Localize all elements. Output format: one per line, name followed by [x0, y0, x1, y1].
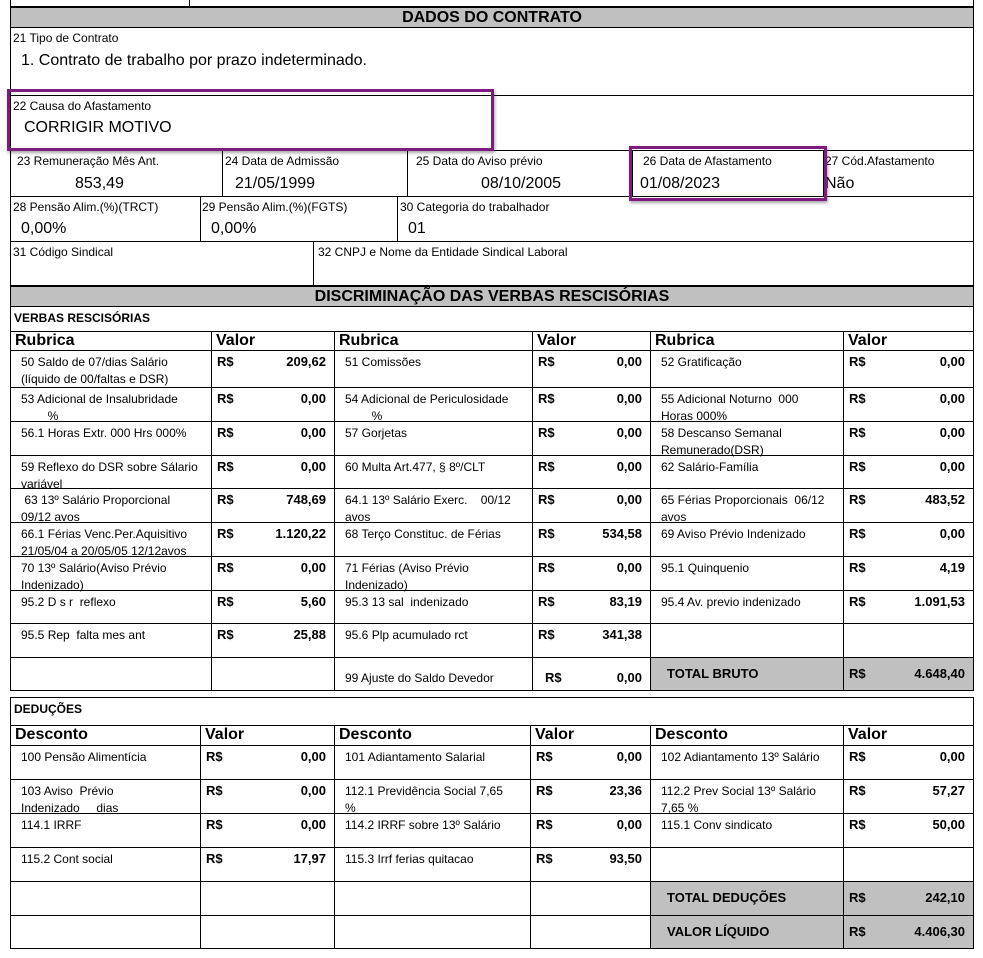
field-27 — [823, 150, 974, 197]
rubrica-label: 58 Descanso Semanal Remunerado(DSR) — [661, 426, 782, 457]
field-24 — [222, 150, 408, 197]
total-value: 4.648,40 — [914, 666, 965, 681]
rubrica-cell — [10, 745, 201, 780]
amount-value: 341,38 — [602, 627, 642, 642]
field-label: 24 Data de Admissão — [225, 154, 340, 168]
amount-value: 483,52 — [925, 492, 965, 507]
column-header-label: Rubrica — [339, 332, 399, 349]
field-label: 23 Remuneração Mês Ant. — [17, 154, 160, 168]
currency-label: R$ — [545, 670, 562, 685]
rubrica-label: 64.1 13º Salário Exerc. 00/12 avos — [345, 493, 511, 524]
rubrica-cell — [10, 556, 212, 591]
currency-label: R$ — [849, 890, 866, 905]
field-value: 1. Contrato de trabalho por prazo indeterminado. — [21, 52, 367, 69]
field-30 — [397, 196, 974, 242]
valor-cell — [530, 915, 651, 949]
verbas-section — [10, 306, 974, 332]
rubrica-cell — [650, 623, 844, 658]
rubrica-cell — [334, 779, 531, 814]
currency-label: R$ — [217, 492, 234, 507]
rubrica-cell — [10, 455, 212, 489]
field-25 — [407, 150, 633, 197]
rubrica-cell — [650, 387, 844, 422]
column-header-label: Valor — [216, 332, 256, 349]
column-header — [334, 331, 533, 351]
rubrica-cell — [334, 350, 533, 388]
valor-cell — [532, 657, 651, 691]
rubrica-cell — [10, 915, 201, 949]
currency-label: R$ — [206, 817, 223, 832]
amount-value: 23,36 — [609, 783, 642, 798]
currency-label: R$ — [538, 391, 555, 406]
rubrica-label: 95.6 Plp acumulado rct — [345, 628, 468, 642]
valor-cell — [843, 421, 974, 456]
rubrica-cell — [334, 488, 533, 523]
valor-cell — [843, 387, 974, 422]
rubrica-cell — [334, 881, 531, 916]
currency-label: R$ — [538, 594, 555, 609]
currency-label: R$ — [849, 560, 866, 575]
rubrica-label: 66.1 Férias Venc.Per.Aquisitivo 21/05/04 a 20/05/05 12/12avos — [21, 527, 188, 558]
valor-cell — [532, 455, 651, 489]
currency-label: R$ — [849, 492, 866, 507]
rubrica-label: 102 Adiantamento 13º Salário — [661, 750, 820, 764]
total-label: TOTAL BRUTO — [667, 666, 759, 681]
amount-value: 0,00 — [939, 391, 965, 406]
rubrica-cell — [10, 847, 201, 882]
valor-cell — [200, 915, 335, 949]
valor-cell — [532, 556, 651, 591]
rubrica-cell — [334, 745, 531, 780]
valor-cell — [211, 387, 335, 422]
column-header-label: Valor — [535, 726, 575, 743]
rubrica-label: 103 Aviso Prévio Indenizado dias — [21, 784, 119, 815]
amount-value: 0,00 — [939, 459, 965, 474]
amount-value: 0,00 — [616, 670, 642, 685]
valor-cell — [200, 813, 335, 848]
section-title-contrato: DADOS DO CONTRATO — [10, 7, 974, 28]
field-32 — [313, 241, 974, 286]
total-value: 4.406,30 — [914, 924, 965, 939]
rubrica-label: 95.3 13 sal indenizado — [345, 595, 469, 609]
rubrica-label: 60 Multa Art.477, § 8º/CLT — [345, 460, 486, 474]
field-value: 21/05/1999 — [235, 175, 316, 192]
currency-label: R$ — [849, 594, 866, 609]
field-value: CORRIGIR MOTIVO — [24, 119, 172, 136]
column-header-label: Rubrica — [15, 332, 75, 349]
rubrica-cell — [650, 556, 844, 591]
currency-label: R$ — [849, 817, 866, 832]
rubrica-label: 100 Pensão Alimentícia — [21, 750, 147, 764]
rubrica-cell — [650, 350, 844, 388]
rubrica-label: 51 Comissões — [345, 355, 422, 369]
currency-label: R$ — [849, 391, 866, 406]
rubrica-label: 50 Saldo de 07/dias Salário (líquido de 00/faltas e DSR) — [21, 355, 169, 386]
rubrica-cell — [650, 813, 844, 848]
column-header-label: Valor — [848, 726, 888, 743]
column-header-label: Rubrica — [655, 332, 715, 349]
rubrica-label: 95.1 Quinquenio — [661, 561, 750, 575]
field-label: 29 Pensão Alim.(%)(FGTS) — [202, 200, 348, 214]
field-label: 22 Causa do Afastamento — [13, 99, 152, 113]
currency-label: R$ — [538, 560, 555, 575]
field-value: 01 — [408, 220, 426, 237]
field-label: 27 Cód.Afastamento — [825, 154, 935, 168]
field-label: 26 Data de Afastamento — [643, 154, 772, 168]
amount-value: 5,60 — [300, 594, 326, 609]
currency-label: R$ — [538, 492, 555, 507]
total-label-cell — [650, 881, 844, 916]
amount-value: 57,27 — [932, 783, 965, 798]
rubrica-label: 115.3 Irrf ferias quitacao — [345, 852, 474, 866]
field-value: 08/10/2005 — [481, 175, 562, 192]
valor-cell — [200, 881, 335, 916]
currency-label: R$ — [849, 425, 866, 440]
rubrica-cell — [650, 779, 844, 814]
rubrica-cell — [10, 387, 212, 422]
valor-cell — [530, 881, 651, 916]
rubrica-cell — [10, 657, 212, 691]
field-label: 28 Pensão Alim.(%)(TRCT) — [13, 200, 159, 214]
rubrica-cell — [650, 590, 844, 624]
currency-label: R$ — [206, 851, 223, 866]
valor-cell — [200, 779, 335, 814]
currency-label: R$ — [849, 459, 866, 474]
column-header-label: Valor — [205, 726, 245, 743]
valor-cell — [532, 522, 651, 557]
valor-cell — [843, 488, 974, 523]
rubrica-label: 55 Adicional Noturno 000 Horas 000% — [661, 392, 799, 423]
highlight-causa-afastamento — [7, 89, 494, 151]
amount-value: 0,00 — [616, 391, 642, 406]
column-header-label: Valor — [537, 332, 577, 349]
valor-cell — [843, 556, 974, 591]
column-header — [530, 725, 651, 746]
field-label: 21 Tipo de Contrato — [13, 31, 119, 45]
currency-label: R$ — [538, 526, 555, 541]
amount-value: 0,00 — [939, 354, 965, 369]
valor-cell — [530, 847, 651, 882]
amount-value: 1.120,22 — [275, 526, 326, 541]
valor-cell — [843, 623, 974, 658]
currency-label: R$ — [217, 354, 234, 369]
valor-cell — [200, 847, 335, 882]
field-value: 01/08/2023 — [640, 175, 721, 192]
valor-cell — [530, 813, 651, 848]
amount-value: 0,00 — [616, 749, 642, 764]
rubrica-cell — [10, 623, 212, 658]
rubrica-cell — [650, 745, 844, 780]
rubrica-label: 95.2 D s r reflexo — [21, 595, 116, 609]
currency-label: R$ — [538, 425, 555, 440]
highlight-data-afastamento — [629, 146, 827, 201]
valor-cell — [211, 421, 335, 456]
valor-cell — [211, 623, 335, 658]
rubrica-cell — [334, 556, 533, 591]
valor-cell — [532, 590, 651, 624]
field-29 — [200, 196, 398, 242]
field-23 — [10, 150, 223, 197]
rubrica-cell — [334, 455, 533, 489]
field-value: 0,00% — [21, 220, 67, 237]
amount-value: 0,00 — [300, 391, 326, 406]
section-label: DEDUÇÕES — [14, 702, 83, 716]
rubrica-cell — [334, 421, 533, 456]
deducoes-section — [10, 697, 974, 726]
currency-label: R$ — [217, 425, 234, 440]
amount-value: 0,00 — [300, 749, 326, 764]
valor-cell — [843, 590, 974, 624]
valor-cell — [211, 556, 335, 591]
column-header — [650, 331, 844, 351]
amount-value: 50,00 — [932, 817, 965, 832]
valor-cell — [200, 745, 335, 780]
currency-label: R$ — [217, 459, 234, 474]
currency-label: R$ — [538, 627, 555, 642]
total-value-cell — [843, 915, 974, 949]
valor-cell — [211, 590, 335, 624]
currency-label: R$ — [849, 749, 866, 764]
rubrica-cell — [10, 488, 212, 523]
currency-label: R$ — [217, 391, 234, 406]
rubrica-label: 68 Terço Constituc. de Férias — [345, 527, 501, 541]
amount-value: 209,62 — [286, 354, 326, 369]
rubrica-cell — [10, 590, 212, 624]
amount-value: 83,19 — [609, 594, 642, 609]
valor-cell — [211, 350, 335, 388]
currency-label: R$ — [217, 627, 234, 642]
column-header — [650, 725, 844, 746]
rubrica-label: 53 Adicional de Insalubridade % — [21, 392, 178, 423]
valor-cell — [843, 813, 974, 848]
column-header — [10, 725, 201, 746]
rubrica-label: 62 Salário-Família — [661, 460, 759, 474]
column-header — [843, 725, 974, 746]
total-label-cell — [650, 915, 844, 949]
rubrica-label: 99 Ajuste do Saldo Devedor — [345, 671, 494, 685]
rubrica-label: 57 Gorjetas — [345, 426, 408, 440]
amount-value: 0,00 — [939, 749, 965, 764]
rubrica-label: 59 Reflexo do DSR sobre Sálario variável — [21, 460, 198, 491]
amount-value: 0,00 — [300, 425, 326, 440]
column-header-label: Desconto — [655, 726, 728, 743]
rubrica-cell — [334, 847, 531, 882]
currency-label: R$ — [536, 851, 553, 866]
currency-label: R$ — [536, 817, 553, 832]
total-label: VALOR LÍQUIDO — [667, 924, 770, 939]
section-label: VERBAS RESCISÓRIAS — [14, 311, 151, 325]
rubrica-label: 115.1 Conv sindicato — [661, 818, 773, 832]
column-header — [10, 331, 212, 351]
valor-cell — [843, 745, 974, 780]
rubrica-label: 115.2 Cont social — [21, 852, 113, 866]
field-label: 31 Código Sindical — [13, 245, 114, 259]
amount-value: 0,00 — [616, 425, 642, 440]
previous-section-edge — [10, 0, 974, 7]
valor-cell — [532, 387, 651, 422]
divider — [189, 0, 190, 7]
total-value: 242,10 — [925, 890, 965, 905]
valor-cell — [211, 488, 335, 523]
rubrica-cell — [10, 522, 212, 557]
amount-value: 0,00 — [616, 354, 642, 369]
amount-value: 0,00 — [616, 817, 642, 832]
valor-cell — [211, 455, 335, 489]
amount-value: 0,00 — [300, 459, 326, 474]
field-31 — [10, 241, 314, 286]
valor-cell — [532, 623, 651, 658]
column-header-label: Desconto — [339, 726, 412, 743]
currency-label: R$ — [206, 783, 223, 798]
amount-value: 17,97 — [293, 851, 326, 866]
rubrica-label: 65 Férias Proporcionais 06/12 avos — [661, 493, 825, 524]
rubrica-label: 101 Adiantamento Salarial — [345, 750, 486, 764]
valor-cell — [843, 522, 974, 557]
rubrica-cell — [10, 813, 201, 848]
currency-label: R$ — [206, 749, 223, 764]
currency-label: R$ — [536, 783, 553, 798]
rubrica-cell — [334, 813, 531, 848]
rubrica-label: 95.5 Rep falta mes ant — [21, 628, 146, 642]
column-header-label: Desconto — [15, 726, 88, 743]
rubrica-label: 112.2 Prev Social 13º Salário 7,65 % — [661, 784, 816, 815]
field-value: 0,00% — [211, 220, 257, 237]
valor-cell — [530, 779, 651, 814]
valor-cell — [211, 522, 335, 557]
rubrica-label: 70 13º Salário(Aviso Prévio Indenizado) — [21, 561, 167, 592]
rubrica-cell — [10, 779, 201, 814]
total-value-cell — [843, 657, 974, 691]
column-header — [532, 331, 651, 351]
field-28 — [10, 196, 201, 242]
rubrica-cell — [334, 623, 533, 658]
currency-label: R$ — [217, 560, 234, 575]
currency-label: R$ — [217, 526, 234, 541]
rubrica-cell — [10, 350, 212, 388]
rubrica-cell — [650, 522, 844, 557]
rubrica-cell — [334, 590, 533, 624]
currency-label: R$ — [849, 526, 866, 541]
rubrica-cell — [334, 657, 533, 691]
rubrica-cell — [334, 915, 531, 949]
currency-label: R$ — [217, 594, 234, 609]
field-21 — [10, 27, 974, 96]
field-label: 25 Data do Aviso prévio — [416, 154, 543, 168]
column-header — [211, 331, 335, 351]
amount-value: 1.091,53 — [914, 594, 965, 609]
amount-value: 748,69 — [286, 492, 326, 507]
amount-value: 0,00 — [300, 817, 326, 832]
field-label: 32 CNPJ e Nome da Entidade Sindical Laboral — [318, 245, 568, 259]
total-label-cell — [650, 657, 844, 691]
rubrica-cell — [10, 421, 212, 456]
valor-cell — [843, 455, 974, 489]
section-title-verbas: DISCRIMINAÇÃO DAS VERBAS RESCISÓRIAS — [10, 286, 974, 307]
currency-label: R$ — [849, 666, 866, 681]
rubrica-cell — [650, 455, 844, 489]
currency-label: R$ — [538, 354, 555, 369]
currency-label: R$ — [849, 924, 866, 939]
amount-value: 0,00 — [616, 492, 642, 507]
field-label: 30 Categoria do trabalhador — [400, 200, 550, 214]
amount-value: 0,00 — [939, 425, 965, 440]
total-value-cell — [843, 881, 974, 916]
rubrica-cell — [334, 387, 533, 422]
rubrica-label: 114.2 IRRF sobre 13º Salário — [345, 818, 501, 832]
rubrica-cell — [334, 522, 533, 557]
column-header — [843, 331, 974, 351]
amount-value: 0,00 — [300, 783, 326, 798]
total-label: TOTAL DEDUÇÕES — [667, 890, 787, 905]
valor-cell — [532, 350, 651, 388]
rubrica-label: 112.1 Previdência Social 7,65 % — [345, 784, 503, 815]
rubrica-label: 71 Férias (Aviso Prévio Indenizado) — [345, 561, 469, 592]
amount-value: 0,00 — [616, 459, 642, 474]
amount-value: 0,00 — [300, 560, 326, 575]
valor-cell — [843, 779, 974, 814]
amount-value: 93,50 — [609, 851, 642, 866]
field-value: 853,49 — [75, 175, 124, 192]
rubrica-label: 63 13º Salário Proporcional 09/12 avos — [21, 493, 171, 524]
currency-label: R$ — [538, 459, 555, 474]
amount-value: 534,58 — [602, 526, 642, 541]
currency-label: R$ — [849, 783, 866, 798]
currency-label: R$ — [536, 749, 553, 764]
currency-label: R$ — [849, 354, 866, 369]
valor-cell — [532, 421, 651, 456]
rubrica-label: 95.4 Av. previo indenizado — [661, 595, 801, 609]
valor-cell — [211, 657, 335, 691]
amount-value: 0,00 — [616, 560, 642, 575]
field-value: Não — [825, 175, 855, 192]
rubrica-cell — [650, 488, 844, 523]
amount-value: 25,88 — [293, 627, 326, 642]
amount-value: 0,00 — [939, 526, 965, 541]
rubrica-cell — [650, 847, 844, 882]
rubrica-label: 52 Gratificação — [661, 355, 742, 369]
valor-cell — [843, 350, 974, 388]
rubrica-label: 54 Adicional de Periculosidade % — [345, 392, 509, 423]
rubrica-label: 56.1 Horas Extr. 000 Hrs 000% — [21, 426, 187, 440]
rubrica-label: 69 Aviso Prévio Indenizado — [661, 527, 806, 541]
column-header — [200, 725, 335, 746]
rubrica-label: 114.1 IRRF — [21, 818, 82, 832]
column-header-label: Valor — [848, 332, 888, 349]
valor-cell — [532, 488, 651, 523]
valor-cell — [530, 745, 651, 780]
column-header — [334, 725, 531, 746]
valor-cell — [843, 847, 974, 882]
amount-value: 4,19 — [939, 560, 965, 575]
rubrica-cell — [10, 881, 201, 916]
rubrica-cell — [650, 421, 844, 456]
